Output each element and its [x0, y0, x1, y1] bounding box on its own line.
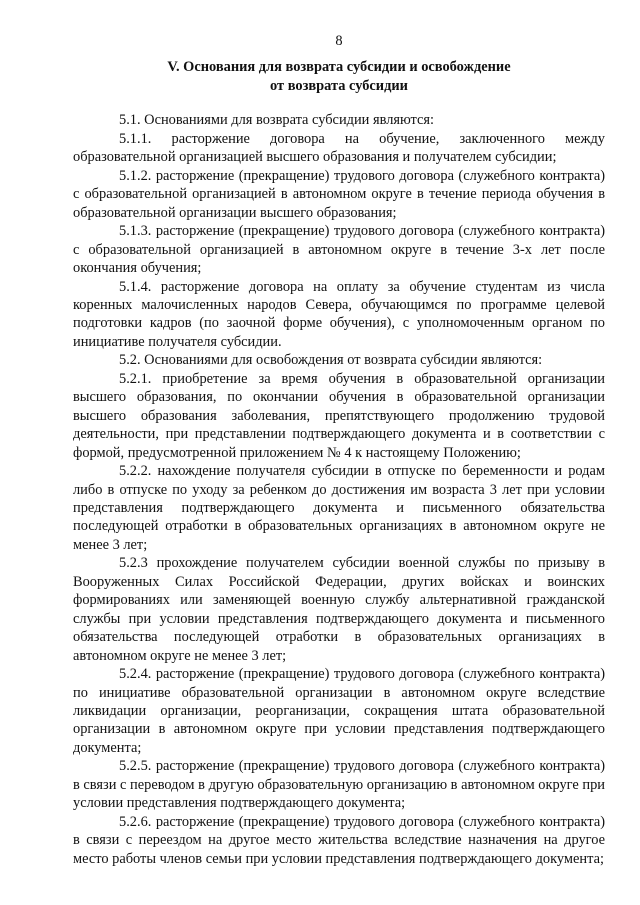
paragraph-5-2-4: 5.2.4. расторжение (прекращение) трудового договора (служебного контракта) по инициативе образовательной организации в автономном округе вследствие ликвидации организации, реорганизации, сокращения штата образовательной организации в автономном округе при условии представления подтверждающего документа; [73, 666, 605, 756]
paragraph-5-2-5: 5.2.5. расторжение (прекращение) трудового договора (служебного контракта) в связи с переводом в другую образовательную организацию в автономном округе при условии представления подтверждающего документа; [73, 758, 605, 812]
paragraph-5-1-1: 5.1.1. расторжение договора на обучение, заключенного между образовательной организацией высшего образования и получателем субсидии; [73, 130, 605, 166]
paragraph-5-2-3: 5.2.3 прохождение получателем субсидии военной службы по призыву в Вооруженных Силах Российской Федерации, других войсках и воинских формированиях или заменяющей военную службу альтернативной гражданской службы при условии представления подтверждающего документа и письменного обязательства последующей отработки в образовательных организациях в автономном округе не менее 3 лет; [73, 555, 605, 664]
page-number: 8 [335, 33, 343, 49]
paragraph-5-2-6: 5.2.6. расторжение (прекращение) трудового договора (служебного контракта) в связи с переездом на другое место жительства вследствие назначения на другое место работы членов семьи при условии представления подтверждающего документа; [73, 813, 605, 867]
paragraph-5-1-4: 5.1.4. расторжение договора на оплату за обучение студентам из числа коренных малочисленных народов Севера, обучающимся по программе целевой подготовки кадров (по заочной форме обучения), с уполномоченным органом по инициативе получателя субсидии. [73, 278, 605, 350]
paragraph-5-2-1: 5.2.1. приобретение за время обучения в образовательной организации высшего образования, по окончании обучения в образовательной организации высшего образования заболевания, препятствующего продолжению трудовой деятельности, при представлении подтверждающего документа и в соответствии с формой, предусмотренной приложением № 4 к настоящему Положению; [73, 370, 605, 461]
paragraph-5-1-2: 5.1.2. расторжение (прекращение) трудового договора (служебного контракта) с образовательной организацией в автономном округе в течение периода обучения в образовательной организации высшего образования; [73, 167, 605, 221]
paragraph-5-1: 5.1. Основаниями для возврата субсидии являются: [119, 112, 435, 129]
section-title-line-1: V. Основания для возврата субсидии и освобождение [167, 59, 511, 76]
section-title [73, 58, 605, 95]
paragraph-5-2-2: 5.2.2. нахождение получателя субсидии в отпуске по беременности и родам либо в отпуске по уходу за ребенком до достижения им возраста 3 лет при условии представления подтверждающего документа и письменного обязательства последующей отработки в образовательных организациях в автономном округе не менее 3 лет; [73, 463, 605, 553]
paragraph-5-1-3: 5.1.3. расторжение (прекращение) трудового договора (служебного контракта) с образовательной организацией в автономном округе в течение 3-х лет после окончания обучения; [73, 223, 605, 277]
section-title-line-2: от возврата субсидии [270, 77, 408, 94]
document-page [73, 32, 605, 868]
paragraph-5-2: 5.2. Основаниями для освобождения от возврата субсидии являются: [119, 352, 543, 369]
